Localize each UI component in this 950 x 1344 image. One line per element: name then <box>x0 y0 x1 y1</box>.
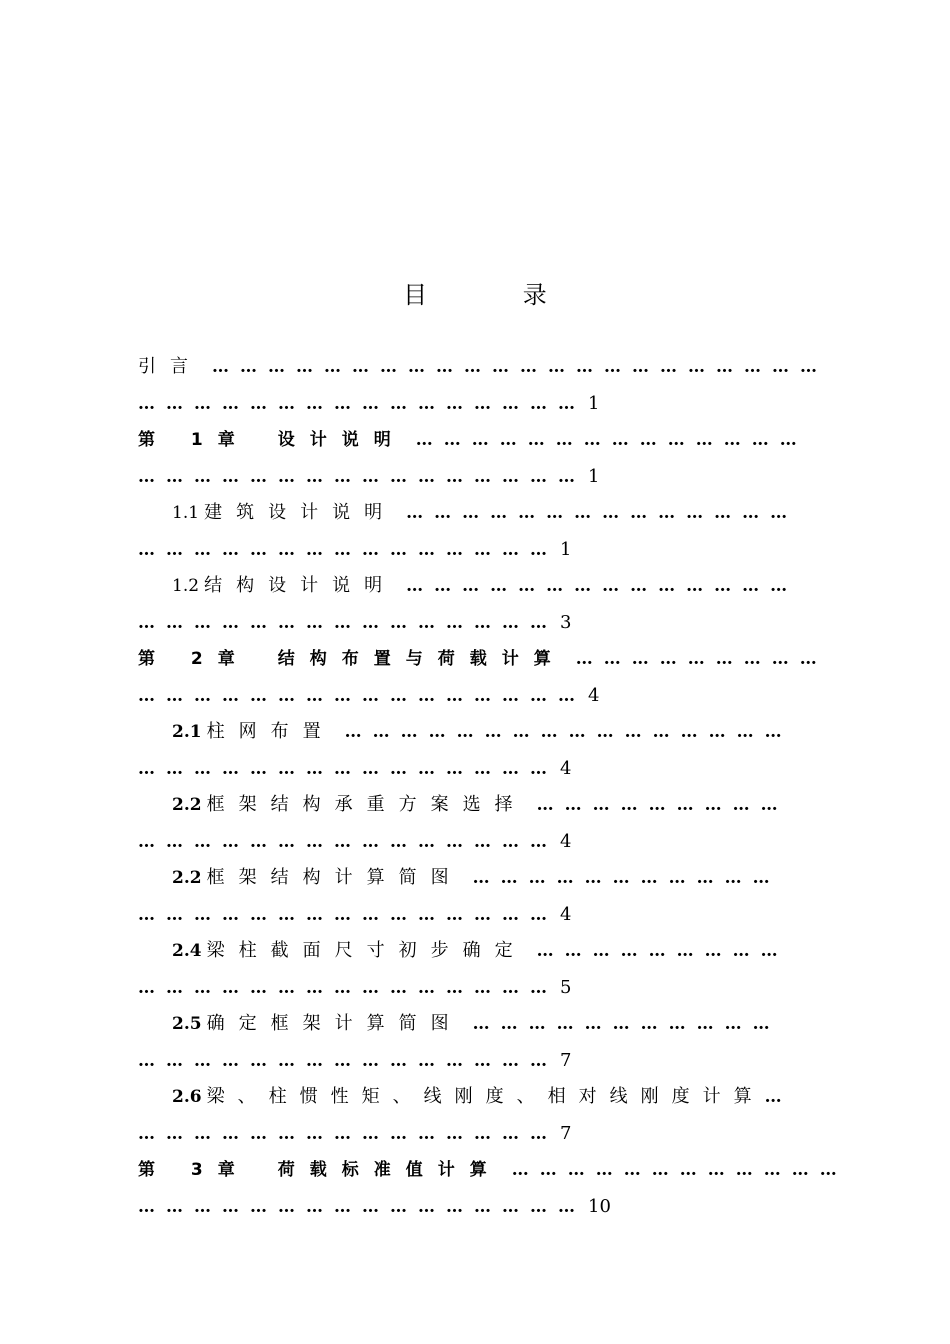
toc-chapter-number: 第 1章 <box>138 430 250 450</box>
toc-entry-label: 引言 <box>138 356 202 377</box>
toc-chapter-number: 第 2章 <box>138 649 250 669</box>
leader-dots: ……………………………………… <box>138 759 558 779</box>
leader-dots: … <box>764 1087 793 1107</box>
leader-dots: ……………………………………… <box>138 832 558 852</box>
toc-entry-page: 1 <box>560 539 572 560</box>
toc-entry-page: 4 <box>560 904 572 925</box>
leader-dots: ………………………………………………………… <box>212 357 828 377</box>
toc-entry-page: 1 <box>588 466 600 487</box>
leader-dots: ………………………………………… <box>344 722 793 742</box>
leader-dots: ……………………… <box>536 795 789 815</box>
toc-entry-label: 建筑设计说明 <box>204 502 397 523</box>
leader-dots: …………………………… <box>472 1014 781 1034</box>
toc-entry-page: 1 <box>588 393 600 414</box>
leader-dots: …………………………………… <box>406 503 799 523</box>
toc-entry-page: 3 <box>560 612 572 633</box>
leader-dots: ……………………… <box>536 941 789 961</box>
toc-entry-label: 设计说明 <box>277 430 406 450</box>
toc-entry-page: 7 <box>560 1123 572 1144</box>
toc-chapter-number: 第 3章 <box>138 1160 250 1180</box>
toc-entry-page: 5 <box>560 977 572 998</box>
toc-section-number: 2.4 <box>172 941 202 961</box>
toc-entry-label: 梁、柱惯性矩、线刚度、相对线刚度计算 <box>206 1086 765 1107</box>
leader-dots: ………………………………………… <box>138 467 586 487</box>
leader-dots: …………………………………… <box>415 430 808 450</box>
toc-section-number: 2.2 <box>172 868 202 888</box>
leader-dots: ……………………………………… <box>138 978 558 998</box>
toc-entry-page: 10 <box>588 1196 611 1217</box>
toc-entry-label: 框架结构承重方案选择 <box>206 794 527 815</box>
leader-dots: …………………………… <box>472 868 781 888</box>
toc-entry-page: 4 <box>560 758 572 779</box>
toc-entry-page: 4 <box>560 831 572 852</box>
leader-dots: ……………………………………… <box>138 540 558 560</box>
toc-entry-label: 确定框架计算简图 <box>206 1013 463 1034</box>
toc-entry-label: 结构布置与荷载计算 <box>277 649 566 669</box>
leader-dots: ……………………………………… <box>138 1124 558 1144</box>
toc-section-number: 2.2 <box>172 795 202 815</box>
toc-entry-label: 荷载标准值计算 <box>277 1160 502 1180</box>
leader-dots: ……………………………… <box>511 1160 848 1180</box>
toc-entry-label: 结构设计说明 <box>204 575 397 596</box>
toc-entry-label: 梁柱截面尺寸初步确定 <box>206 940 527 961</box>
toc-section-number: 2.6 <box>172 1087 202 1107</box>
leader-dots: ……………………………………… <box>138 613 558 633</box>
toc-entry-label: 框架结构计算简图 <box>206 867 463 888</box>
toc-section-number: 2.5 <box>172 1014 202 1034</box>
toc-title: 目 录 <box>403 281 591 309</box>
toc-section-number: 1.1 <box>172 503 200 523</box>
toc-entry-page: 4 <box>588 685 600 706</box>
leader-dots: ……………………………………… <box>138 905 558 925</box>
leader-dots: ……………………… <box>575 649 828 669</box>
toc-section-number: 1.2 <box>172 576 200 596</box>
toc-entry-page: 7 <box>560 1050 572 1071</box>
leader-dots: ………………………………………… <box>138 394 586 414</box>
toc-section-number: 2.1 <box>172 722 202 742</box>
leader-dots: ……………………………………… <box>138 1051 558 1071</box>
leader-dots: ………………………………………… <box>138 686 586 706</box>
leader-dots: …………………………………… <box>406 576 799 596</box>
toc-entry-label: 柱网布置 <box>206 721 335 742</box>
leader-dots: ………………………………………… <box>138 1197 586 1217</box>
